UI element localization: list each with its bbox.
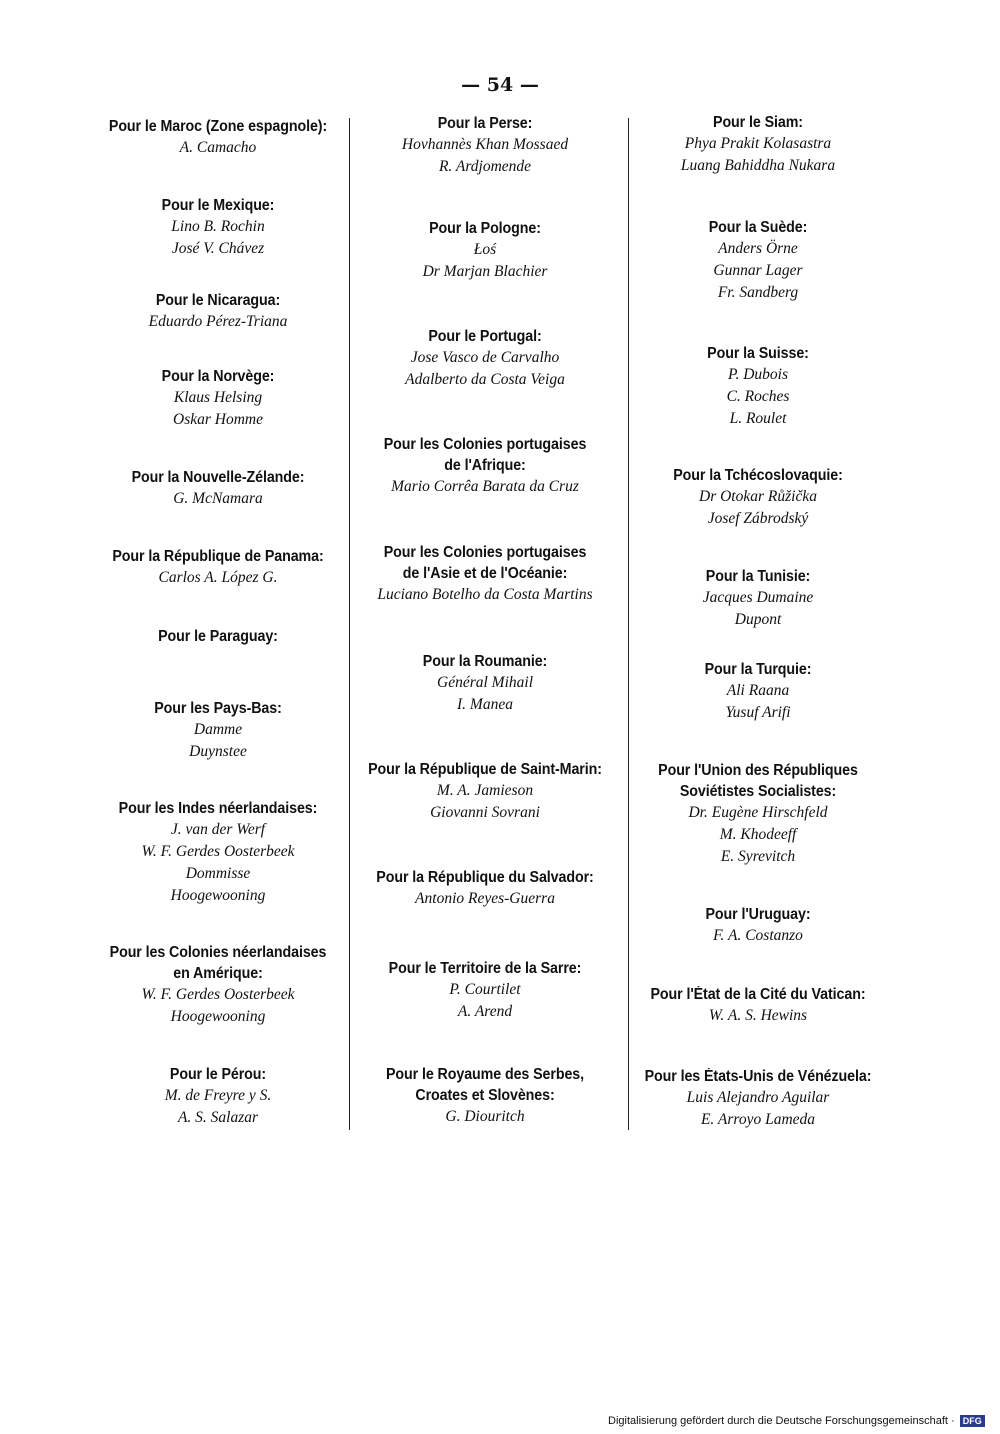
signatory-name: Hoogewooning bbox=[170, 1008, 266, 1025]
signatory-name: Lino B. Rochin bbox=[171, 218, 265, 235]
signatory-name: A. Arend bbox=[457, 1003, 513, 1020]
country-heading: Pour la Norvège: bbox=[161, 368, 275, 385]
country-heading: Pour le Portugal: bbox=[428, 328, 542, 345]
country-heading: Pour la Pologne: bbox=[429, 220, 541, 237]
country-heading: Pour la Tunisie: bbox=[705, 568, 811, 585]
country-heading: Pour la Perse: bbox=[437, 115, 533, 132]
signatory-entry bbox=[356, 1064, 614, 1128]
signatory-name: Łoś bbox=[473, 241, 497, 258]
signatory-name: P. Courtilet bbox=[449, 981, 521, 998]
signatory-entry bbox=[96, 366, 340, 431]
signatory-entry bbox=[96, 290, 340, 333]
country-heading: Pour l'Uruguay: bbox=[705, 906, 811, 923]
country-heading: Pour l'Union des Républiques Soviétistes Socialistes: bbox=[658, 762, 858, 800]
signatory-entry bbox=[356, 434, 614, 498]
signatory-entry bbox=[356, 651, 614, 716]
country-heading: Pour la Suède: bbox=[708, 219, 808, 236]
signatory-entry bbox=[356, 326, 614, 391]
signatory-name: Mario Corrêa Barata da Cruz bbox=[391, 478, 579, 495]
signatory-entry bbox=[96, 467, 340, 510]
signatory-name: M. Khodeeff bbox=[719, 826, 797, 843]
signatory-name: Klaus Helsing bbox=[173, 389, 263, 406]
country-heading: Pour la République de Saint-Marin: bbox=[368, 761, 602, 778]
signatory-name: J. van der Werf bbox=[170, 821, 266, 838]
signatory-entry bbox=[628, 566, 888, 631]
signatory-name: Luciano Botelho da Costa Martins bbox=[377, 586, 593, 603]
digitization-footer bbox=[608, 1413, 992, 1429]
signatory-name: Dommisse bbox=[185, 865, 251, 882]
signatory-entry bbox=[96, 546, 340, 589]
signatory-name: W. A. S. Hewins bbox=[708, 1007, 808, 1024]
signatory-name: I. Manea bbox=[457, 696, 513, 713]
signatory-entry bbox=[628, 760, 888, 868]
page-number: — 54 — bbox=[461, 74, 539, 96]
country-heading: Pour le Territoire de la Sarre: bbox=[388, 960, 582, 977]
signatory-entry bbox=[96, 798, 340, 907]
signatory-name: R. Ardjomende bbox=[438, 158, 532, 175]
signatory-name: José V. Chávez bbox=[171, 240, 265, 257]
country-heading: Pour le Paraguay: bbox=[158, 628, 278, 645]
country-heading: Pour le Maroc (Zone espagnole): bbox=[108, 118, 328, 135]
signatory-name: Damme bbox=[193, 721, 243, 738]
signatory-name: M. de Freyre y S. bbox=[164, 1087, 272, 1104]
country-heading: Pour les Colonies portugaises de l'Afrique: bbox=[383, 436, 587, 474]
signatory-name: E. Syrevitch bbox=[720, 848, 796, 865]
signatory-entry bbox=[96, 195, 340, 260]
country-heading: Pour le Royaume des Serbes, Croates et Slovènes: bbox=[385, 1066, 585, 1104]
signatory-name: Duynstee bbox=[189, 743, 247, 760]
signatory-entry bbox=[96, 116, 340, 159]
signatory-entry bbox=[628, 343, 888, 430]
signatory-name: Giovanni Sovrani bbox=[430, 804, 540, 821]
country-heading: Pour le Siam: bbox=[713, 114, 803, 131]
signatory-entry bbox=[356, 867, 614, 910]
signatory-name: Dr Marjan Blachier bbox=[422, 263, 548, 280]
signatory-name: Hovhannès Khan Mossaed bbox=[401, 136, 569, 153]
signatory-name: Jacques Dumaine bbox=[702, 589, 814, 606]
country-heading: Pour les Indes néerlandaises: bbox=[118, 800, 318, 817]
country-heading: Pour les Colonies néerlandaises en Amérique: bbox=[109, 944, 327, 982]
signatory-name: C. Roches bbox=[726, 388, 790, 405]
signatory-entry bbox=[628, 659, 888, 724]
signatory-name: Dr Otokar Růžička bbox=[699, 488, 817, 505]
signatory-name: G. Diouritch bbox=[445, 1108, 525, 1125]
signatory-name: E. Arroyo Lameda bbox=[700, 1111, 816, 1128]
country-heading: Pour la République du Salvador: bbox=[376, 869, 594, 886]
country-heading: Pour l'État de la Cité du Vatican: bbox=[650, 986, 866, 1003]
signatory-name: Hoogewooning bbox=[170, 887, 266, 904]
column-divider-left bbox=[349, 118, 350, 1130]
signatory-name: Général Mihail bbox=[437, 674, 533, 691]
signatory-name: W. F. Gerdes Oosterbeek bbox=[141, 843, 295, 860]
country-heading: Pour le Nicaragua: bbox=[155, 292, 281, 309]
country-heading: Pour la Suisse: bbox=[707, 345, 809, 362]
signatory-entry bbox=[356, 113, 614, 178]
signatory-entry bbox=[628, 217, 888, 304]
signatory-entry bbox=[628, 1066, 888, 1131]
signatory-entry bbox=[628, 984, 888, 1027]
footer-text: Digitalisierung gefördert durch die Deutsche Forschungsgemeinschaft · bbox=[608, 1415, 955, 1427]
signatory-name: Carlos A. López G. bbox=[158, 569, 278, 586]
signatory-entry bbox=[628, 904, 888, 947]
signatory-name: Eduardo Pérez-Triana bbox=[148, 313, 288, 330]
country-heading: Pour la Nouvelle-Zélande: bbox=[131, 469, 305, 486]
signatory-name: A. Camacho bbox=[179, 139, 257, 156]
signatory-name: Gunnar Lager bbox=[713, 262, 803, 279]
signatory-name: Dupont bbox=[734, 611, 782, 628]
signatory-entry bbox=[356, 542, 614, 606]
signatory-name: Luis Alejandro Aguilar bbox=[686, 1089, 830, 1106]
signatory-name: Dr. Eugène Hirschfeld bbox=[688, 804, 828, 821]
country-heading: Pour les Colonies portugaises de l'Asie et de l'Océanie: bbox=[383, 544, 587, 582]
signatory-entry bbox=[628, 112, 888, 177]
country-heading: Pour la République de Panama: bbox=[112, 548, 324, 565]
signatory-name: Adalberto da Costa Veiga bbox=[405, 371, 565, 388]
signatory-name: Phya Prakit Kolasastra bbox=[684, 135, 832, 152]
signatory-name: M. A. Jamieson bbox=[436, 782, 534, 799]
signatory-name: Yusuf Arifi bbox=[725, 704, 791, 721]
signatory-name: W. F. Gerdes Oosterbeek bbox=[141, 986, 295, 1003]
signatory-name: Josef Zábrodský bbox=[707, 510, 809, 527]
country-heading: Pour les États-Unis de Vénézuela: bbox=[644, 1068, 872, 1085]
country-heading: Pour la Tchécoslovaquie: bbox=[673, 467, 843, 484]
signatory-name: F. A. Costanzo bbox=[713, 927, 803, 944]
country-heading: Pour les Pays-Bas: bbox=[154, 700, 282, 717]
signatory-name: L. Roulet bbox=[729, 410, 787, 427]
signatory-name: G. McNamara bbox=[173, 490, 263, 507]
signatory-name: Jose Vasco de Carvalho bbox=[410, 349, 560, 366]
country-heading: Pour le Pérou: bbox=[169, 1066, 267, 1083]
signatory-name: Fr. Sandberg bbox=[717, 284, 799, 301]
signatory-name: Ali Raana bbox=[726, 682, 790, 699]
country-heading: Pour la Turquie: bbox=[704, 661, 812, 678]
signatory-entry bbox=[96, 698, 340, 763]
signatory-entry bbox=[96, 626, 340, 647]
signatory-entry bbox=[96, 1064, 340, 1129]
signatory-name: A. S. Salazar bbox=[177, 1109, 259, 1126]
signatory-entry bbox=[96, 942, 340, 1028]
signatory-entry bbox=[628, 465, 888, 530]
country-heading: Pour la Roumanie: bbox=[422, 653, 548, 670]
signatory-name: Antonio Reyes-Guerra bbox=[415, 890, 555, 907]
signatory-entry bbox=[356, 759, 614, 824]
signatory-name: Anders Örne bbox=[718, 240, 798, 257]
dfg-logo: DFG bbox=[960, 1415, 985, 1427]
signatory-name: Oskar Homme bbox=[173, 411, 263, 428]
signatory-name: Luang Bahiddha Nukara bbox=[680, 157, 836, 174]
signatory-entry bbox=[356, 218, 614, 283]
country-heading: Pour le Mexique: bbox=[161, 197, 275, 214]
signatory-name: P. Dubois bbox=[727, 366, 788, 383]
signatory-entry bbox=[356, 958, 614, 1023]
